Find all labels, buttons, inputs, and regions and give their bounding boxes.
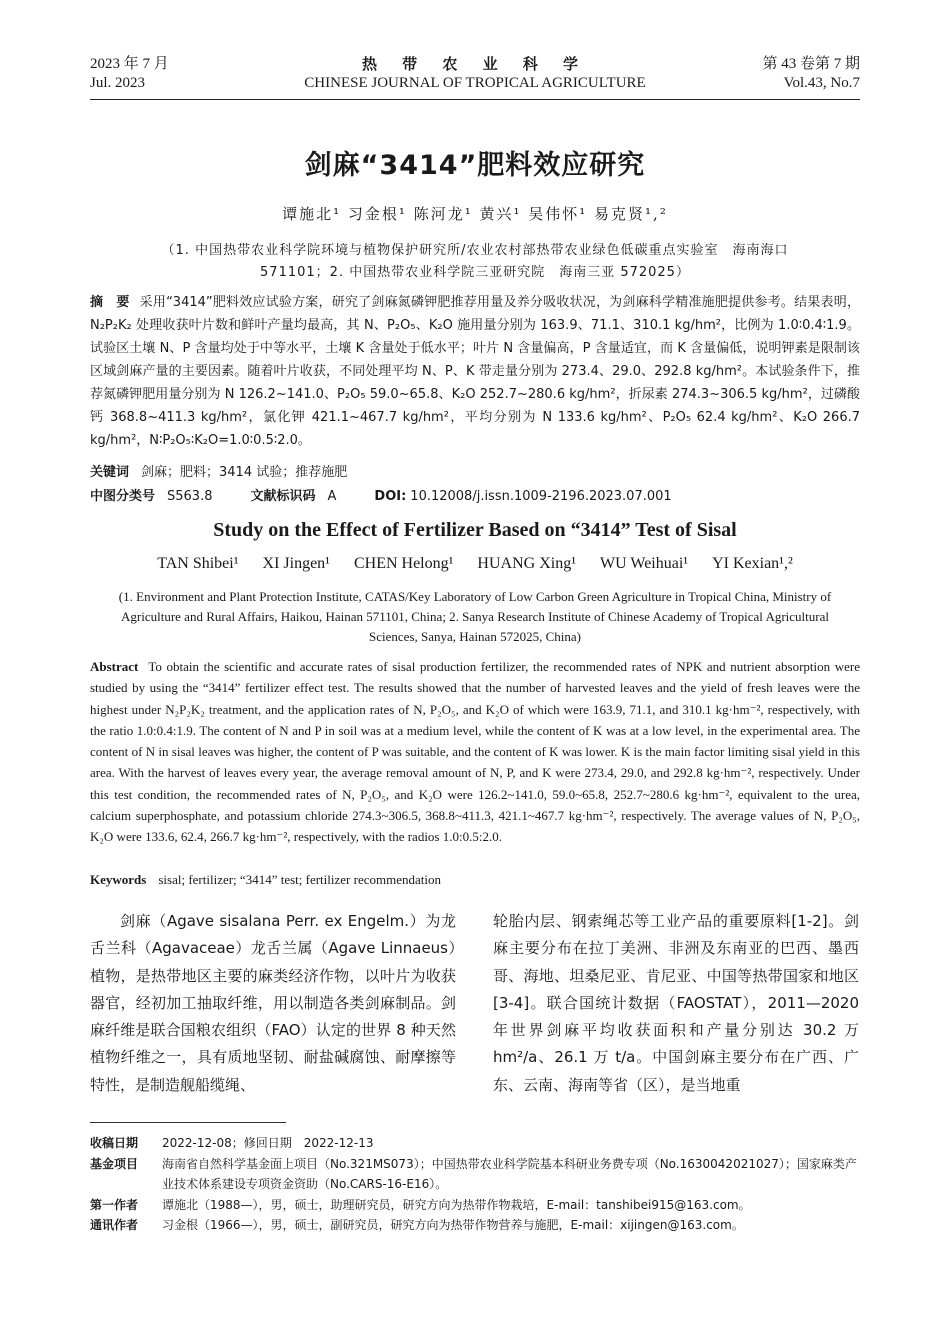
footnote-rule (90, 1122, 286, 1123)
header-date-en: Jul. 2023 (90, 75, 146, 91)
paper-title-en: Study on the Effect of Fertilizer Based on “3414” Test of Sisal (213, 519, 737, 541)
keywords-en (90, 872, 860, 888)
footnote-first-author (90, 1195, 860, 1216)
footnote-text: 2022-12-08；修回日期 2022-12-13 (162, 1136, 374, 1150)
keywords-cn-label: 关键词 (90, 465, 130, 480)
affiliations-en: (1. Environment and Plant Protection Institute, CATAS/Key Laboratory of Low Carbon Green Agriculture in Tropical China, Ministry of Agriculture and Rural Affairs, Haikou, Hainan 571101, China; 2. Sanya Research Institute of Chinese Academy of Tropical Agricultural Sciences, Sanya, Hainan 572025, China) (118, 589, 832, 644)
footnote-received (90, 1133, 860, 1154)
keywords-en-label: Keywords (90, 872, 147, 887)
affiliation-cn-line-2: 571101；2. 中国热带农业科学院三亚研究院 海南三亚 572025） (260, 265, 690, 280)
doi-label: DOI: (374, 489, 407, 504)
abstract-cn-label: 摘 要 (90, 295, 130, 310)
footnote-text: 海南省自然科学基金面上项目（No.321MS073）；中国热带农业科学院基本科研业务费专项（No.1630042021027）；国家麻类产业技术体系建设专项资金资助（No.CARS-16-E16）。 (162, 1156, 857, 1191)
doc-code-label: 文献标识码 (250, 489, 316, 504)
header-date (90, 55, 169, 93)
author-en: XI Jingen¹ (262, 555, 330, 572)
keywords-en-text: sisal; fertilizer; “3414” test; fertilizer recommendation (158, 872, 441, 887)
journal-name-en: CHINESE JOURNAL OF TROPICAL AGRICULTURE (304, 75, 646, 91)
paper-title-cn: 剑麻“3414”肥料效应研究 (304, 150, 646, 181)
footnote-label: 第一作者 (90, 1197, 139, 1212)
abstract-en (90, 656, 860, 848)
keywords-cn (90, 461, 860, 480)
footnote-label: 收稿日期 (90, 1136, 139, 1150)
affiliation-cn-line-1: （1. 中国热带农业科学院环境与植物保护研究所/农业农村部热带农业绿色低碳重点实验室 海南海口 (161, 243, 789, 258)
abstract-en-label: Abstract (90, 659, 139, 674)
classification-row (90, 485, 860, 504)
doi-value: 10.12008/j.issn.1009-2196.2023.07.001 (410, 489, 672, 504)
journal-name-cn: 热 带 农 业 科 学 (361, 55, 589, 73)
author-en: TAN Shibei¹ (157, 555, 239, 572)
clc-value: S563.8 (167, 489, 213, 504)
abstract-cn-text: 采用“3414”肥料效应试验方案，研究了剑麻氮磷钾肥推荐用量及养分吸收状况，为剑麻科学精准施肥提供参考。结果表明，N₂P₂K₂ 处理收获叶片数和鲜叶产量均最高，其 N、P₂O₅、K₂O 施用量分别为 163.9、71.1、310.1 kg/hm²，比例为 1.0∶0.4∶1.9。试验区土壤 N、P 含量均处于中等水平，土壤 K 含量处于低水平；叶片 N 含量偏高，P 含量适宜，而 K 含量偏低，说明钾素是限制该区域剑麻产量的主要因素。随着叶片收获，不同处理平均 N、P、K 带走量分别为 273.4、29.0、292.8 kg/hm²。本试验条件下，推荐氮磷钾肥用量分别为 N 126.2~141.0、P₂O₅ 59.0~65.8、K₂O 252.7~280.6 kg/hm²，折尿素 274.3~306.5 kg/hm²，过磷酸钙 368.8~411.3 kg/hm²，氯化钾 421.1~467.7 kg/hm²，平均分别为 N 133.6 kg/hm²、P₂O₅ 62.4 kg/hm²、K₂O 266.7 kg/hm²，N∶P₂O₅∶K₂O=1.0∶0.5∶2.0。 (90, 295, 860, 448)
footnote-text: 习金根（1966—），男，硕士，副研究员，研究方向为热带作物营养与施肥，E-mail：xijingen@163.com。 (162, 1218, 744, 1232)
doc-code-value: A (327, 489, 337, 504)
footnote-funding (90, 1154, 860, 1195)
authors-cn: 谭施北¹ 习金根¹ 陈河龙¹ 黄兴¹ 吴伟怀¹ 易克贤¹,² (282, 205, 668, 223)
abstract-en-text: To obtain the scientific and accurate rates of sisal production fertilizer, the recommended rates of NPK and nutrient absorption were studied by using the “3414” fertilizer effect test. The results showed that the number of harvested leaves and the yield of fresh leaves were the highest under N₂P₂K₂ treatment, and the application rates of N, P₂O₅, and K₂O of which were 163.9, 71.1, and 310.1 kg·hm⁻², respectively, with the ratio 1.0:0.4:1.9. The content of N and P in soil was at a medium level, while the content of K was at a low level, in the experimental area. The content of N in sisal leaves was higher, the content of P was suitable, and the content of K was lower. K is the main factor limiting sisal yield in this area. With the harvest of leaves every year, the average removal amount of N, P, and K were 273.4, 29.0, and 292.8 kg·hm⁻², respectively. Under this test condition, the recommended rates of N, P₂O₅, and K₂O were 126.2~141.0, 59.0~65.8, 252.7~280.6 kg·hm⁻², equivalent to the urea, calcium superphosphate, and potassium chloride 274.3~306.5, 368.8~411.3, 421.1~467.7 kg·hm⁻², respectively. The average values of N, P₂O₅, K₂O were 133.6, 62.4, 266.7 kg·hm⁻², respectively, with the radios 1.0:0.5:2.0. (90, 659, 860, 845)
body-column-left: 剑麻（Agave sisalana Perr. ex Engelm.）为龙舌兰科（Agavaceae）龙舌兰属（Agave Linnaeus）植物，是热带地区主要的麻类经济作物，以叶片为收获器官，经初加工抽取纤维，用以制造各类剑麻制品。剑麻纤维是联合国粮农组织（FAO）认定的世界 8 种天然植物纤维之一，具有质地坚韧、耐盐碱腐蚀、耐摩擦等特性，是制造舰船缆绳、 (90, 912, 456, 1094)
header-issue-cn: 第 43 卷第 7 期 (762, 56, 860, 72)
header-issue (762, 55, 860, 93)
author-en: WU Weihuai¹ (600, 555, 689, 572)
header-date-cn: 2023 年 7 月 (90, 56, 169, 72)
footnote-label: 基金项目 (90, 1156, 139, 1171)
keywords-cn-text: 剑麻；肥料；3414 试验；推荐施肥 (141, 465, 348, 480)
footnote-corresponding-author (90, 1215, 860, 1236)
affiliations-cn (110, 240, 840, 284)
body-column-right: 轮胎内层、钢索绳芯等工业产品的重要原料[1-2]。剑麻主要分布在拉丁美洲、非洲及东南亚的巴西、墨西哥、海地、坦桑尼亚、肯尼亚、中国等热带国家和地区[3-4]。联合国统计数据（FAOSTAT），2011—2020 年世界剑麻平均收获面积和产量分别达 30.2 万 hm²/a、26.1 万 t/a。中国剑麻主要分布在广西、广东、云南、海南等省（区），是当地重 (493, 912, 859, 1094)
author-en: HUANG Xing¹ (477, 555, 576, 572)
header-journal (250, 55, 700, 93)
header-issue-en: Vol.43, No.7 (783, 75, 860, 91)
clc-label: 中图分类号 (90, 489, 156, 504)
abstract-cn (90, 291, 860, 452)
footnotes (90, 1133, 860, 1236)
authors-en (90, 555, 860, 573)
footnote-text: 谭施北（1988—），男，硕士，助理研究员，研究方向为热带作物栽培，E-mail：tanshibei915@163.com。 (162, 1197, 751, 1212)
author-en: CHEN Helong¹ (353, 555, 454, 572)
footnote-label: 通讯作者 (90, 1218, 139, 1232)
author-en: YI Kexian¹,² (712, 555, 793, 572)
header-rule (90, 99, 860, 100)
